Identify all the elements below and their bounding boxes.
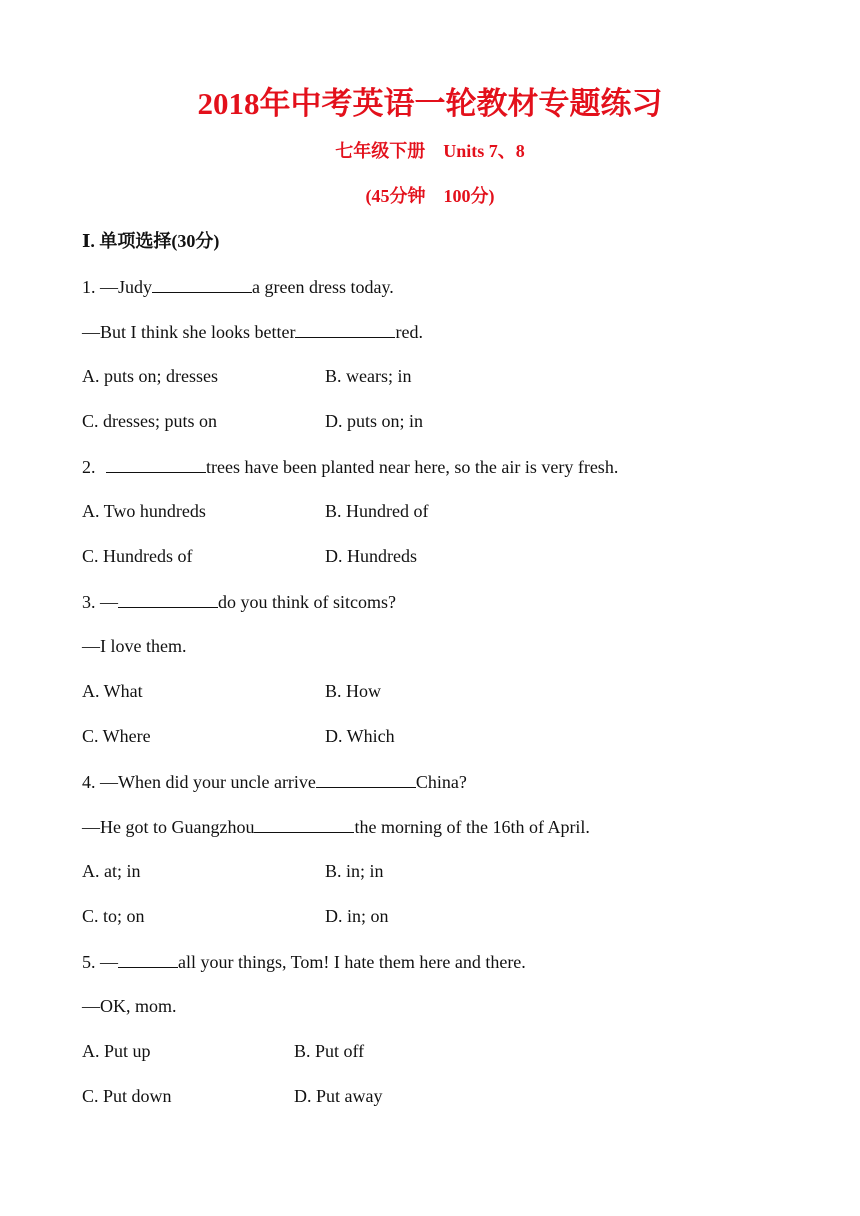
question-1-option-c: C. dresses; puts on — [82, 411, 217, 431]
question-3-option-b: B. How — [325, 681, 382, 701]
question-1-reply — [82, 319, 423, 344]
question-5-option-b: B. Put off — [294, 1041, 365, 1061]
time-score-info: (45分钟 100分) — [365, 186, 495, 206]
question-2-option-c: C. Hundreds of — [82, 546, 193, 566]
question-5-reply: —OK, mom. — [82, 996, 177, 1016]
answer-blank — [295, 319, 395, 338]
section-heading: Ⅰ. 单项选择(30分) — [82, 231, 220, 251]
question-1-reply-b: red. — [395, 322, 423, 342]
question-4-option-a: A. at; in — [82, 861, 141, 881]
question-4-option-d: D. in; on — [325, 906, 389, 926]
question-4-text-b: China? — [415, 772, 467, 792]
question-4-option-b: B. in; in — [325, 861, 384, 881]
answer-blank — [152, 274, 252, 293]
question-5-text-b: all your things, Tom! I hate them here and there. — [178, 952, 526, 972]
question-4-text-a: 4. —When did your uncle arrive — [82, 772, 316, 792]
answer-blank — [316, 769, 416, 788]
question-2-stem — [82, 454, 618, 479]
question-5-option-a: A. Put up — [82, 1041, 151, 1061]
question-2-option-b: B. Hundred of — [325, 501, 429, 521]
answer-blank — [254, 814, 354, 833]
question-1-text-a: 1. —Judy — [82, 277, 153, 297]
question-2-text-b: trees have been planted near here, so the air is very fresh. — [206, 457, 619, 477]
question-3-option-a: A. What — [82, 681, 143, 701]
answer-blank — [118, 949, 178, 968]
answer-blank — [106, 454, 206, 473]
question-5-stem — [82, 949, 526, 974]
question-5-text-a: 5. — — [82, 952, 118, 972]
answer-blank — [118, 589, 218, 608]
question-3-text-a: 3. — — [82, 592, 118, 612]
question-5-option-d: D. Put away — [294, 1086, 383, 1106]
question-3-reply: —I love them. — [82, 636, 187, 656]
question-1-option-b: B. wears; in — [325, 366, 412, 386]
question-1-option-a: A. puts on; dresses — [82, 366, 218, 386]
question-5-option-c: C. Put down — [82, 1086, 172, 1106]
page-subtitle: 七年级下册 Units 7、8 — [335, 141, 525, 161]
question-1-option-d: D. puts on; in — [325, 411, 424, 431]
question-2-option-d: D. Hundreds — [325, 546, 417, 566]
question-1-text-b: a green dress today. — [252, 277, 394, 297]
question-4-option-c: C. to; on — [82, 906, 145, 926]
question-1-reply-a: —But I think she looks better — [82, 322, 296, 342]
question-2-option-a: A. Two hundreds — [82, 501, 206, 521]
question-4-reply — [82, 814, 590, 839]
question-3-text-b: do you think of sitcoms? — [218, 592, 396, 612]
question-4-reply-a: —He got to Guangzhou — [82, 817, 255, 837]
question-3-option-d: D. Which — [325, 726, 395, 746]
question-2-text-a: 2. — [82, 457, 100, 477]
question-1-stem — [82, 274, 394, 299]
question-4-stem — [82, 769, 467, 794]
question-4-reply-b: the morning of the 16th of April. — [354, 817, 590, 837]
question-3-option-c: C. Where — [82, 726, 151, 746]
question-3-stem — [82, 589, 396, 614]
page-title: 2018年中考英语一轮教材专题练习 — [197, 86, 663, 121]
